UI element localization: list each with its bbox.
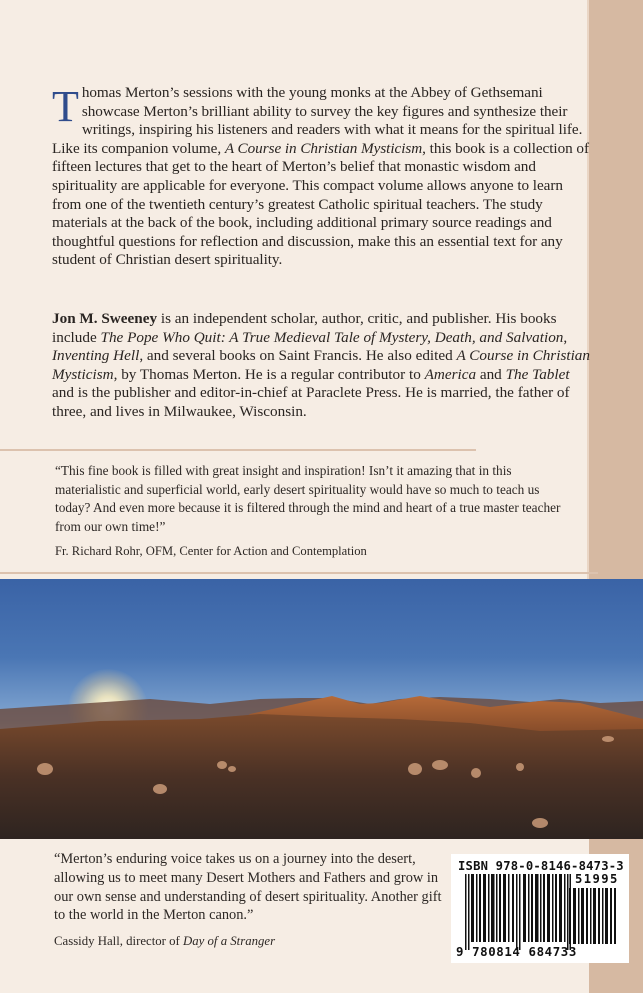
divider-rule-bottom [0,572,598,574]
publication-title: America [424,365,477,383]
spine-color-band [589,0,643,993]
bio-text: and [476,365,506,383]
bio-text: is an independent scholar, author, critic, and publisher. His books include [52,310,557,346]
endorsement-quote: “This fine book is filled with great insight and inspiration! Isn’t it amazing that in this materialistic and superficial world, early desert spirituality would have so much to teach us today? And even more because it is filtered through the mind and heart of a true master teacher from our own time!” [55,463,561,534]
price-code: 51995 [575,872,619,886]
mountain-silhouette [0,579,643,839]
author-name: Jon M. Sweeney [52,310,158,327]
description-text-1: homas Merton’s sessions with the young monks at the Abbey of Gethsemani showcase Merton’s brilliant ability to survey the key figures and synthesize their writings, inspiring his listeners and readers with what it means for the spiritual life. Like its companion volume, [52,84,583,157]
bio-text: and is the publisher and editor-in-chief at Paraclete Press. He is married, the father of three, and lives in Milwaukee, Wisconsin. [52,384,570,420]
bio-text: , [563,328,568,346]
desert-landscape-photo [0,579,643,839]
isbn-barcode [451,854,629,963]
publication-title: The Tablet [505,365,570,383]
ean13-bars [465,874,571,950]
drop-cap: T [52,82,79,131]
bio-text: , by Thomas Merton. He is a regular contributor to [113,365,425,383]
companion-volume-title: A Course in Christian Mysticism [224,139,423,157]
divider-rule-top [0,449,476,451]
description-text-2: , this book is a collection of fifteen lectures that get to the heart of Merton’s belief that monastic wisdom and spirituality are applicable for everyone. This compact volume allows anyone to learn from one of the twentieth century’s greatest Catholic spiritual teachers. The study materials at the back of the book, including additional primary source readings and thoughtful questions for reflection and discussion, make this an essential text for any student of Christian desert spirituality. [52,139,589,269]
film-title: Day of a Stranger [183,934,276,949]
isbn-label: ISBN 978-0-8146-8473-3 [458,859,624,873]
endorsement-quote: “Merton’s enduring voice takes us on a journey into the desert, allowing us to meet many Desert Mothers and Fathers and grow in our own sense and understanding of desert spirituality. Another gift to the world in the Merton canon.” [54,851,442,924]
book-title: Inventing Hell [52,347,140,365]
description-paragraph [52,84,592,270]
endorsement-rohr [55,462,575,561]
bio-text: , and several books on Saint Francis. He also edited [139,347,457,365]
book-title: A Course in Christian Mysticism [52,347,590,383]
ean-digits: 9 780814 684733 [456,944,577,959]
endorsement-attribution: Fr. Richard Rohr, OFM, Center for Action and Contemplation [55,544,367,559]
endorsement-attribution [54,932,454,951]
price-addon-bars [569,888,617,944]
book-description [52,84,592,270]
book-title: The Pope Who Quit: A True Medieval Tale of Mystery, Death, and Salvation [100,328,564,346]
endorsement-hall [54,850,454,951]
author-bio [52,310,592,422]
author-bio-paragraph [52,310,592,422]
attribution-text: Cassidy Hall, director of [54,934,184,949]
